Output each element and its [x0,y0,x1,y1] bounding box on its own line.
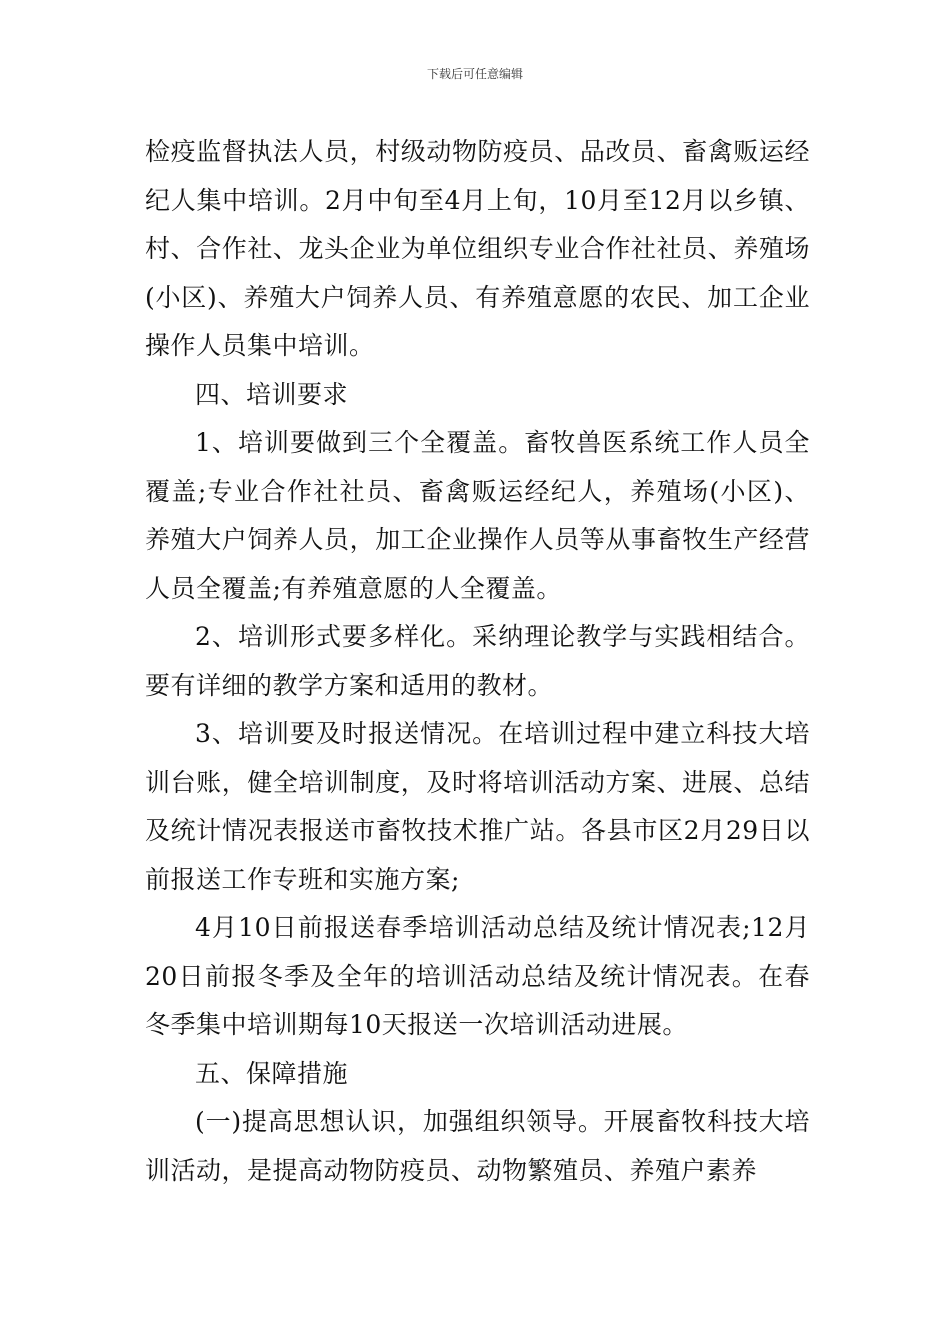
section-heading-safeguards: 五、保障措施 [195,1058,349,1088]
page-header: 下载后可任意编辑 [426,67,523,81]
paragraph-requirement-format: 2、培训形式要多样化。采纳理论教学与实践相结合。要有详细的教学方案和适用的教材。 [145,622,810,700]
paragraph-requirement-coverage: 1、培训要做到三个全覆盖。畜牧兽医系统工作人员全覆盖;专业合作社社员、畜禽贩运经纪人，养殖场(小区)、养殖大户饲养人员，加工企业操作人员等从事畜牧生产经营人员全覆盖;有养殖意愿的人全覆盖。 [145,428,810,603]
paragraph-reporting-deadlines: 4月10日前报送春季培训活动总结及统计情况表;12月20日前报冬季及全年的培训活动总结及统计情况表。在春冬季集中培训期每10天报送一次培训活动进展。 [145,913,810,1039]
paragraph-training-schedule: 检疫监督执法人员，村级动物防疫员、品改员、畜禽贩运经纪人集中培训。2月中旬至4月上旬，10月至12月以乡镇、村、合作社、龙头企业为单位组织专业合作社社员、养殖场(小区)、养殖大户饲养人员、有养殖意愿的农民、加工企业操作人员集中培训。 [145,137,810,360]
section-heading-training-requirements: 四、培训要求 [195,379,349,409]
paragraph-requirement-reporting: 3、培训要及时报送情况。在培训过程中建立科技大培训台账，健全培训制度，及时将培训活动方案、进展、总结及统计情况表报送市畜牧技术推广站。各县市区2月29日以前报送工作专班和实施方案; [145,719,810,894]
paragraph-safeguard-leadership: (一)提高思想认识，加强组织领导。开展畜牧科技大培训活动，是提高动物防疫员、动物繁殖员、养殖户素养 [145,1107,810,1185]
document-body [145,128,810,1195]
